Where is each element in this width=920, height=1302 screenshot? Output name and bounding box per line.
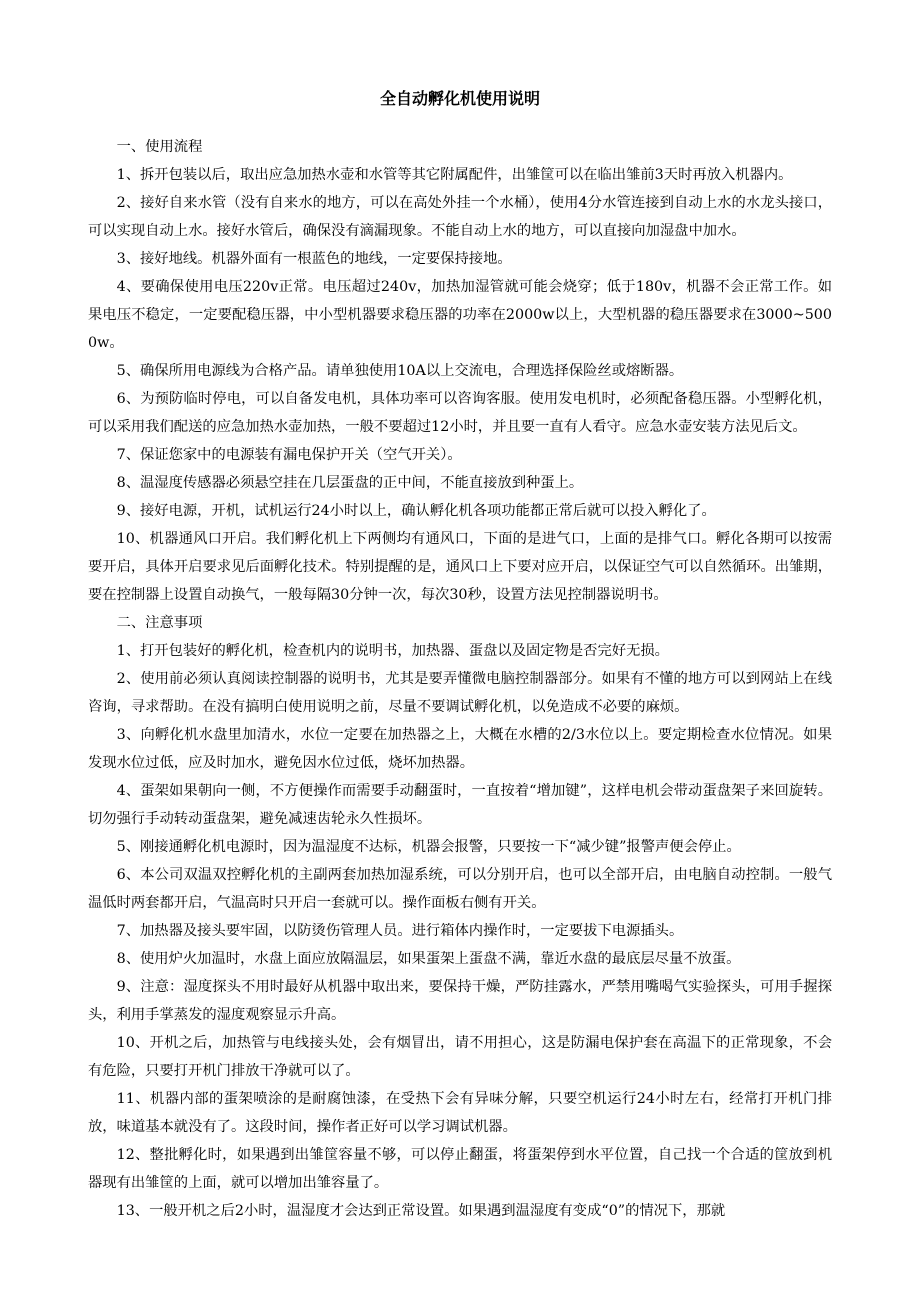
paragraph: 7、加热器及接头要牢固，以防烫伤管理人员。进行箱体内操作时，一定要拔下电源插头。: [116, 923, 684, 939]
paragraph: 12、整批孵化时，如果遇到出雏筐容量不够，可以停止翻蛋，将蛋架停到水平位置，自己找一个合适的筐放到机器现有出雏筐的上面，就可以增加出雏容量了。: [88, 1147, 832, 1191]
paragraph: 2、接好自来水管（没有自来水的地方，可以在高处外挂一个水桶），使用4分水管连接到自动上水的水龙头接口，可以实现自动上水。接好水管后，确保没有滴漏现象。不能自动上水的地方，可以直接向加湿盘中加水。: [88, 195, 832, 239]
paragraph: 9、接好电源，开机，试机运行24小时以上，确认孵化机各项功能都正常后就可以投入孵化了。: [116, 503, 716, 519]
paragraph: 3、向孵化机水盘里加清水，水位一定要在加热器之上，大概在水槽的2/3水位以上。要定期检查水位情况。如果发现水位过低，应及时加水，避免因水位过低，烧坏加热器。: [88, 727, 832, 771]
document-body: [88, 133, 832, 1225]
document-title: 全自动孵化机使用说明: [379, 89, 540, 108]
paragraph: 3、接好地线。机器外面有一根蓝色的地线，一定要保持接地。: [116, 251, 512, 267]
paragraph: 5、刚接通孵化机电源时，因为温湿度不达标，机器会报警，只要按一下“减少键”报警声便会停止。: [116, 839, 741, 855]
paragraph: 13、一般开机之后2小时，温湿度才会达到正常设置。如果遇到温湿度有变成“0”的情况下，那就: [116, 1203, 726, 1219]
paragraph: 4、蛋架如果朝向一侧，不方便操作而需要手动翻蛋时，一直按着“增加键”，这样电机会带动蛋盘架子来回旋转。切勿强行手动转动蛋盘架，避免减速齿轮永久性损坏。: [88, 783, 832, 827]
paragraph: 6、为预防临时停电，可以自备发电机，具体功率可以咨询客服。使用发电机时，必须配备稳压器。小型孵化机，可以采用我们配送的应急加热水壶加热，一般不要超过12小时，并且要一直有人看守。应急水壶安装方法见后文。: [88, 391, 832, 435]
paragraph: 9、注意：湿度探头不用时最好从机器中取出来，要保持干燥，严防挂露水，严禁用嘴喝气实验探头，可用手握探头，利用手掌蒸发的湿度观察显示升高。: [88, 979, 832, 1023]
paragraph: 11、机器内部的蛋架喷涂的是耐腐蚀漆，在受热下会有异味分解，只要空机运行24小时左右，经常打开机门排放，味道基本就没有了。这段时间，操作者正好可以学习调试机器。: [88, 1091, 832, 1135]
paragraph: 8、温湿度传感器必须悬空挂在几层蛋盘的正中间，不能直接放到种蛋上。: [116, 475, 584, 491]
paragraph: 8、使用炉火加温时，水盘上面应放隔温层，如果蛋架上蛋盘不满，靠近水盘的最底层尽量不放蛋。: [116, 951, 741, 967]
paragraph: 4、要确保使用电压220v正常。电压超过240v，加热加湿管就可能会烧穿；低于180v，机器不会正常工作。如果电压不稳定，一定要配稳压器，中小型机器要求稳压器的功率在2000w以上，大型机器的稳压器要求在3000~5000w。: [88, 279, 832, 351]
paragraph: 2、使用前必须认真阅读控制器的说明书，尤其是要弄懂微电脑控制器部分。如果有不懂的地方可以到网站上在线咨询，寻求帮助。在没有搞明白使用说明之前，尽量不要调试孵化机，以免造成不必要的麻烦。: [88, 671, 832, 715]
paragraph: 6、本公司双温双控孵化机的主副两套加热加湿系统，可以分别开启，也可以全部开启，由电脑自动控制。一般气温低时两套都开启，气温高时只开启一套就可以。操作面板右侧有开关。: [88, 867, 832, 911]
section-heading: 一、使用流程: [116, 139, 203, 155]
paragraph: 5、确保所用电源线为合格产品。请单独使用10A以上交流电，合理选择保险丝或熔断器。: [116, 363, 684, 379]
paragraph: 7、保证您家中的电源装有漏电保护开关（空气开关）。: [116, 447, 462, 463]
section-heading: 二、注意事项: [116, 615, 203, 631]
paragraph: 1、拆开包装以后，取出应急加热水壶和水管等其它附属配件，出雏筐可以在临出雏前3天时再放入机器内。: [116, 167, 793, 183]
paragraph: 10、开机之后，加热管与电线接头处，会有烟冒出，请不用担心，这是防漏电保护套在高温下的正常现象，不会有危险，只要打开机门排放干净就可以了。: [88, 1035, 832, 1079]
paragraph: 1、打开包装好的孵化机，检查机内的说明书，加热器、蛋盘以及固定物是否完好无损。: [116, 643, 669, 659]
paragraph: 10、机器通风口开启。我们孵化机上下两侧均有通风口，下面的是进气口，上面的是排气口。孵化各期可以按需要开启，具体开启要求见后面孵化技术。特别提醒的是，通风口上下要对应开启，以保证空气可以自然循环。出雏期，要在控制器上设置自动换气，一般每隔30分钟一次，每次30秒，设置方法见控制器说明书。: [88, 531, 832, 603]
